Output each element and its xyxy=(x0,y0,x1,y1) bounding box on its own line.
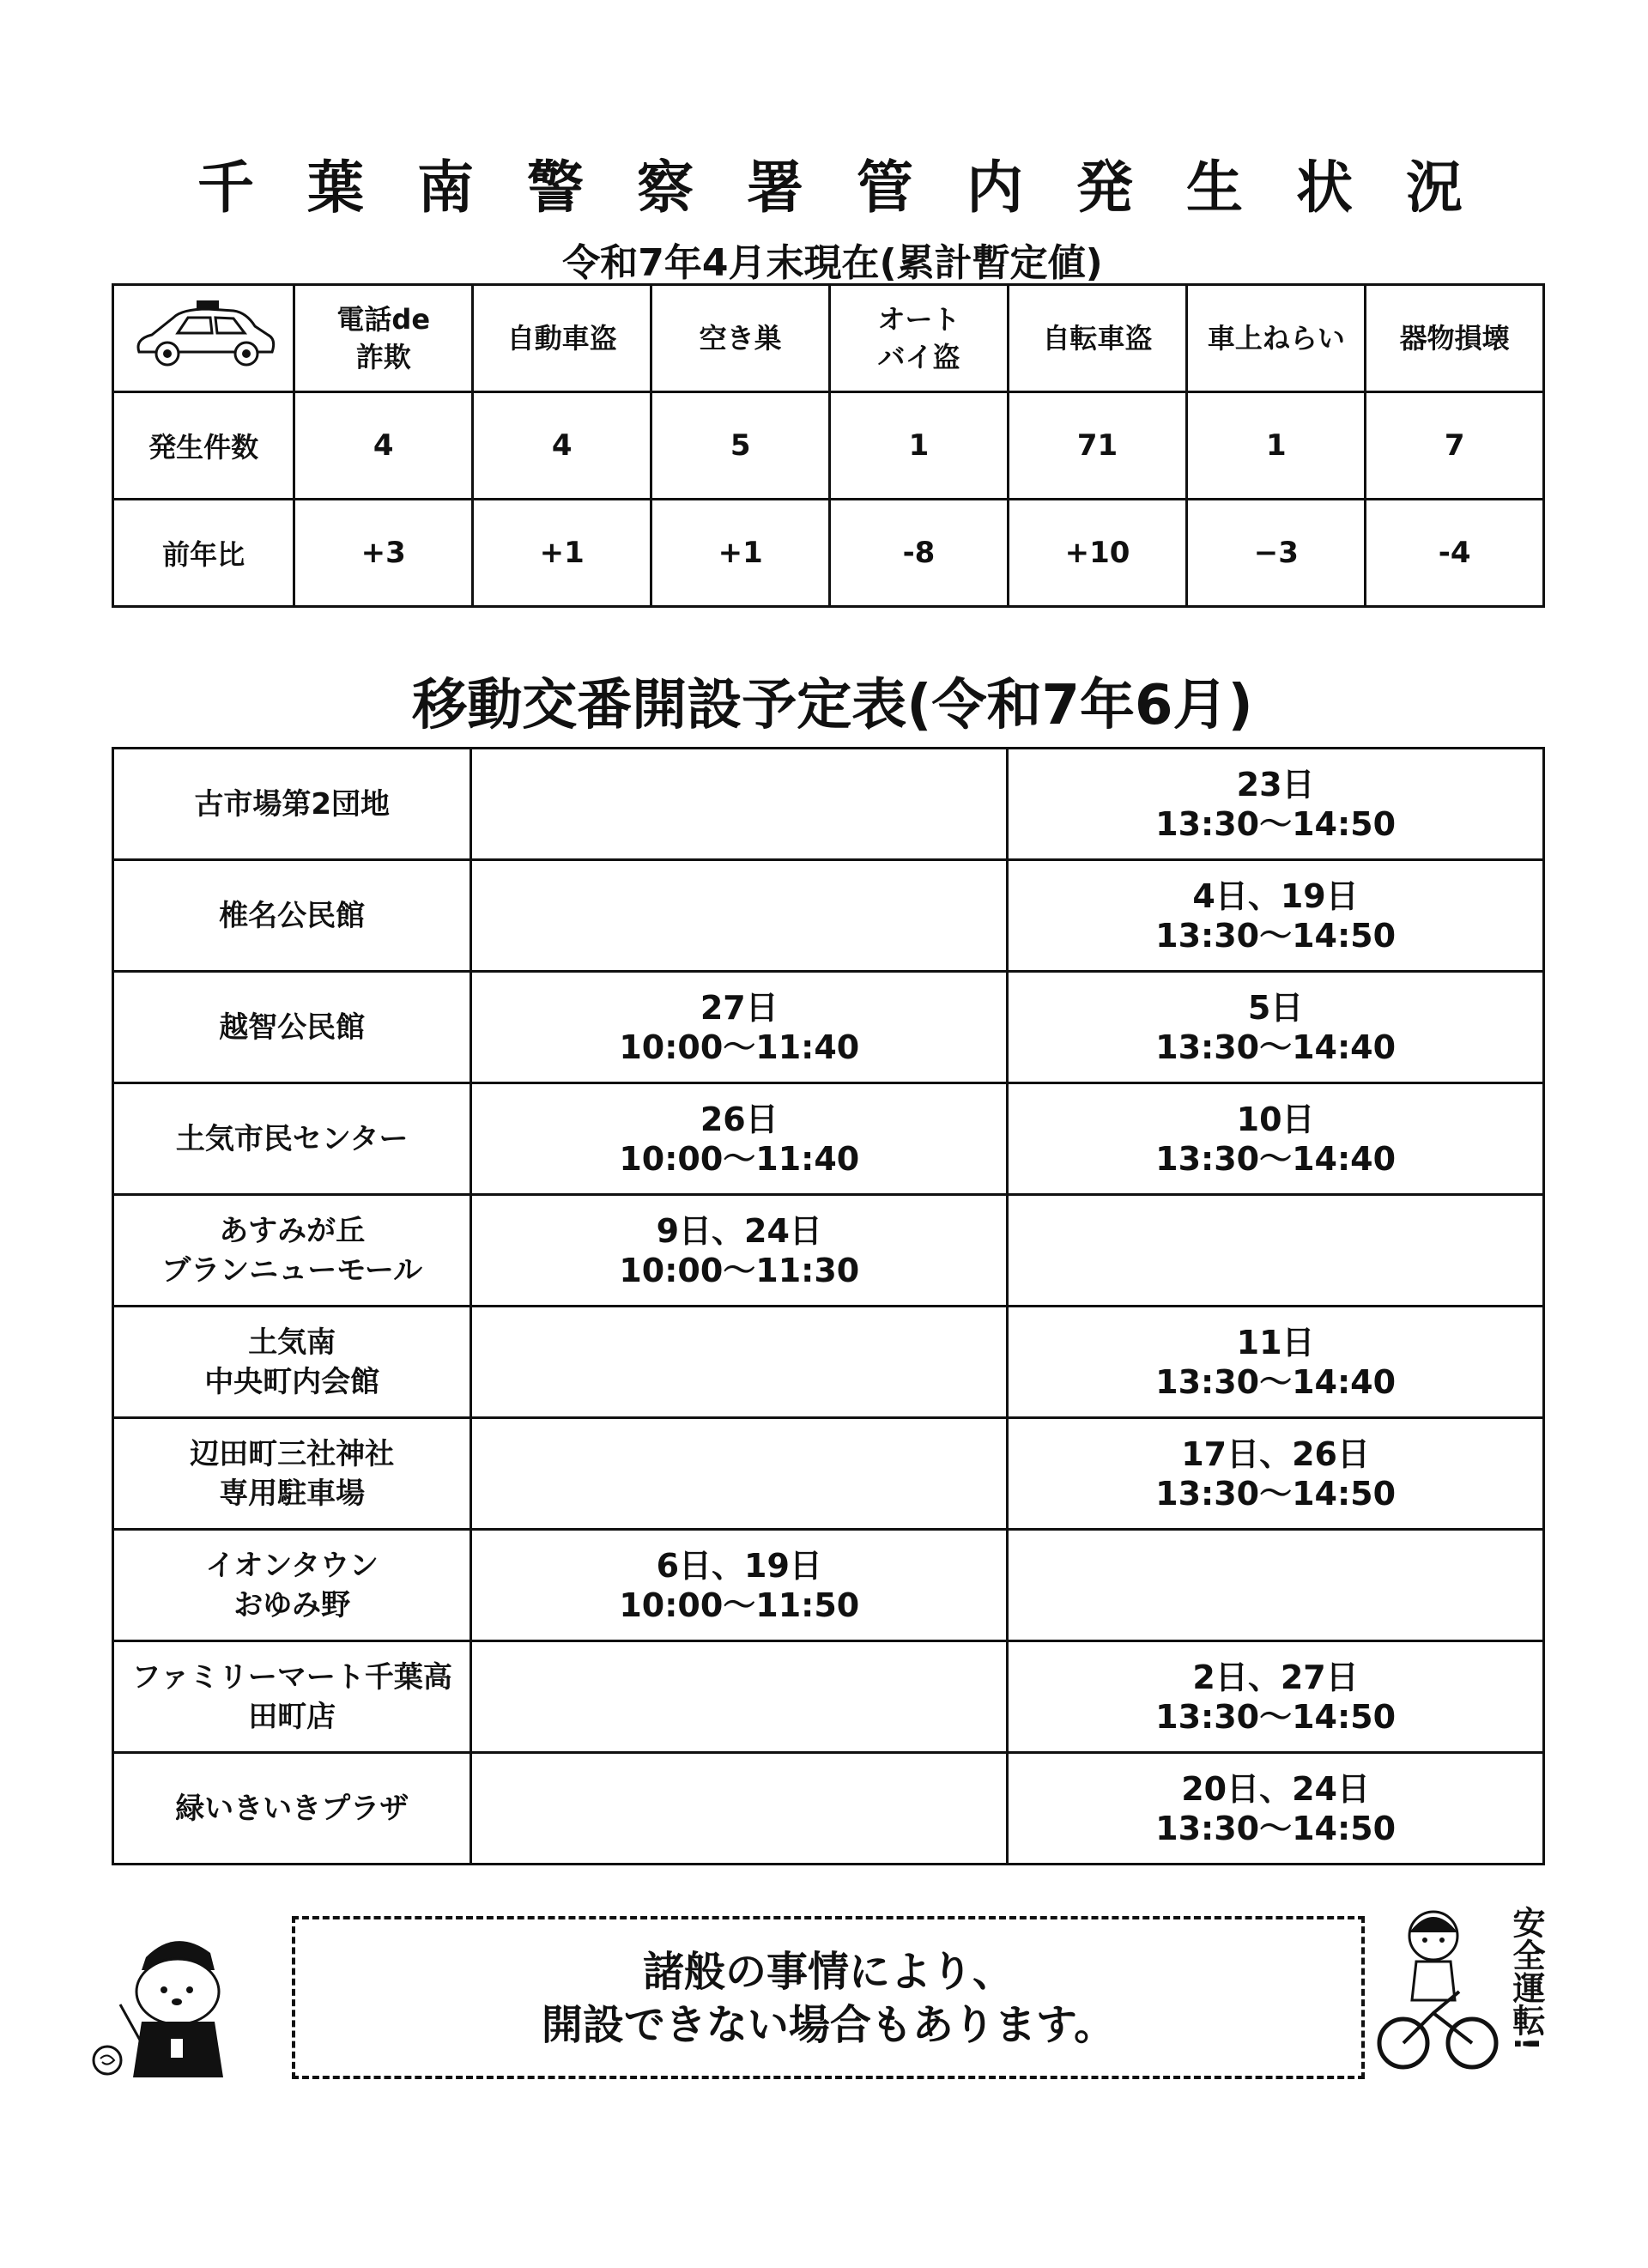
schedule-morning: 9日、24日 10:00〜11:30 xyxy=(471,1195,1008,1307)
schedule-row xyxy=(113,972,1544,1083)
schedule-morning xyxy=(471,749,1008,860)
schedule-location: 土気市民センター xyxy=(113,1083,471,1195)
col-header-burglary xyxy=(651,285,830,392)
stat-value: 5 xyxy=(651,392,830,500)
schedule-morning xyxy=(471,1307,1008,1418)
schedule-location: 古市場第2団地 xyxy=(113,749,471,860)
col-label: 車上ねらい xyxy=(1207,322,1345,355)
row-label: 前年比 xyxy=(113,500,294,607)
police-car-icon xyxy=(126,292,281,378)
col-header-car-theft xyxy=(473,285,651,392)
col-label: 自転車盗 xyxy=(1042,322,1153,355)
col-header-bicycle-theft xyxy=(1008,285,1187,392)
col-label: 電話de 詐欺 xyxy=(336,303,431,373)
notice-box xyxy=(292,1916,1365,2079)
col-header-car-break-in xyxy=(1187,285,1366,392)
schedule-afternoon: 2日、27日 13:30〜14:50 xyxy=(1008,1641,1544,1753)
stat-value: 4 xyxy=(473,392,651,500)
crime-stats-table xyxy=(112,283,1545,608)
schedule-afternoon: 17日、26日 13:30〜14:50 xyxy=(1008,1418,1544,1530)
schedule-row xyxy=(113,1753,1544,1865)
col-header-vandalism xyxy=(1366,285,1544,392)
row-label: 発生件数 xyxy=(113,392,294,500)
schedule-table xyxy=(112,747,1545,1865)
stat-value: +10 xyxy=(1008,500,1187,607)
col-header-motorbike-theft xyxy=(830,285,1009,392)
col-label: 自動車盗 xyxy=(506,322,617,355)
stat-value: -8 xyxy=(830,500,1009,607)
schedule-location: 辺田町三社神社 専用駐車場 xyxy=(113,1418,471,1530)
stat-value: 1 xyxy=(1187,392,1366,500)
stat-value: +1 xyxy=(651,500,830,607)
stat-value: 4 xyxy=(294,392,473,500)
schedule-morning: 6日、19日 10:00〜11:50 xyxy=(471,1530,1008,1641)
stats-row-count xyxy=(113,392,1544,500)
schedule-afternoon: 11日 13:30〜14:40 xyxy=(1008,1307,1544,1418)
schedule-location: 越智公民館 xyxy=(113,972,471,1083)
stats-header-row xyxy=(113,285,1544,392)
schedule-location: 土気南 中央町内会館 xyxy=(113,1307,471,1418)
child-bicycle-icon xyxy=(1373,1901,1502,2082)
stats-row-yoy xyxy=(113,500,1544,607)
schedule-row xyxy=(113,860,1544,972)
col-label: 器物損壊 xyxy=(1399,322,1510,355)
schedule-morning: 26日 10:00〜11:40 xyxy=(471,1083,1008,1195)
schedule-morning xyxy=(471,860,1008,972)
schedule-row xyxy=(113,1083,1544,1195)
schedule-row xyxy=(113,1307,1544,1418)
schedule-afternoon: 10日 13:30〜14:40 xyxy=(1008,1083,1544,1195)
schedule-row xyxy=(113,1418,1544,1530)
stat-value: 71 xyxy=(1008,392,1187,500)
schedule-location: あすみが丘 ブランニューモール xyxy=(113,1195,471,1307)
schedule-morning xyxy=(471,1641,1008,1753)
page-subtitle: 令和7年4月末現在(累計暫定値) xyxy=(562,241,1103,285)
car-cell xyxy=(113,285,294,392)
notice-line-1: 諸般の事情により、 xyxy=(642,1948,1014,1996)
schedule-row xyxy=(113,1641,1544,1753)
schedule-afternoon: 5日 13:30〜14:40 xyxy=(1008,972,1544,1083)
stat-value: +1 xyxy=(473,500,651,607)
schedule-row xyxy=(113,749,1544,860)
schedule-afternoon xyxy=(1008,1530,1544,1641)
schedule-afternoon: 20日、24日 13:30〜14:50 xyxy=(1008,1753,1544,1865)
stat-value: 1 xyxy=(830,392,1009,500)
schedule-location: ファミリーマート千葉高 田町店 xyxy=(113,1641,471,1753)
schedule-afternoon: 23日 13:30〜14:50 xyxy=(1008,749,1544,860)
stat-value: +3 xyxy=(294,500,473,607)
schedule-afternoon: 4日、19日 13:30〜14:50 xyxy=(1008,860,1544,972)
page-title: 千葉南警察署管内発生状況 xyxy=(197,155,1516,221)
stat-value: −3 xyxy=(1187,500,1366,607)
schedule-afternoon xyxy=(1008,1195,1544,1307)
schedule-location: イオンタウン おゆみ野 xyxy=(113,1530,471,1641)
schedule-location: 緑いきいきプラザ xyxy=(113,1753,471,1865)
schedule-row xyxy=(113,1530,1544,1641)
col-header-phone-fraud xyxy=(294,285,473,392)
schedule-title: 移動交番開設予定表(令和7年6月) xyxy=(412,674,1253,737)
notice-line-2: 開設できない場合もあります。 xyxy=(541,2001,1116,2049)
schedule-row xyxy=(113,1195,1544,1307)
stat-value: -4 xyxy=(1366,500,1544,607)
schedule-morning xyxy=(471,1753,1008,1865)
col-label: 空き巣 xyxy=(699,322,782,355)
stat-value: 7 xyxy=(1366,392,1544,500)
police-mascot-icon xyxy=(82,1923,262,2086)
col-label: オート バイ盗 xyxy=(877,303,960,373)
schedule-morning xyxy=(471,1418,1008,1530)
schedule-morning: 27日 10:00〜11:40 xyxy=(471,972,1008,1083)
schedule-location: 椎名公民館 xyxy=(113,860,471,972)
safety-driving-text: 安全運転! xyxy=(1507,1906,1545,2052)
